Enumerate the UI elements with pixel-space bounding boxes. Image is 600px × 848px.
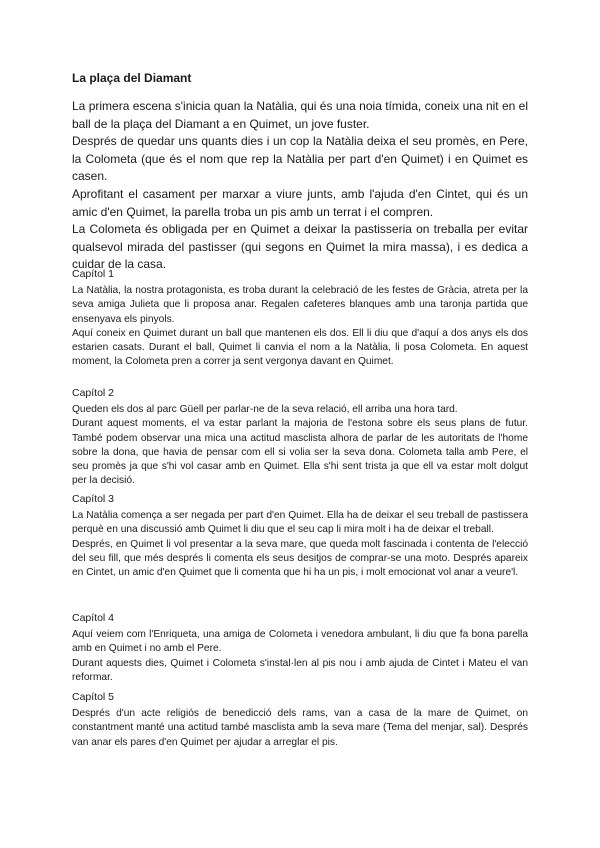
chapter-3-section bbox=[72, 493, 528, 580]
chapter-paragraph: Després d'un acte religiós de benedicció dels rams, van a casa de la mare de Quimet, on constantment manté una actitud també masclista amb la seva mare (Tema del menjar, sal). Després van anar els pares d'en Quimet per ajudar a arreglar el pis. bbox=[72, 708, 528, 748]
chapter-paragraph: La Natàlia, la nostra protagonista, es troba durant la celebració de les festes de Gràcia, atreta per la seva amiga Julieta que li proposa anar. Regalen cafeteres blanques amb una taronja partida que ensenyava els pinyols. bbox=[72, 285, 528, 325]
chapter-paragraph: La Natàlia comença a ser negada per part d'en Quimet. Ella ha de deixar el seu treball de pastissera perquè en una discussió amb Quimet li diu que el seu cap li mira molt i ha de deixar el treball. bbox=[72, 510, 528, 536]
chapter-2-section bbox=[72, 387, 528, 489]
intro-paragraph: Després de quedar uns quants dies i un cop la Natàlia deixa el seu promès, en Pere, la Colometa (que és el nom que rep la Natàlia per part d'en Quimet) i en Quimet es casen. bbox=[72, 134, 528, 184]
intro-paragraph: Aprofitant el casament per marxar a viure junts, amb l'ajuda d'en Cintet, qui és un amic d'en Quimet, la parella troba un pis amb un terrat i el compren. bbox=[72, 186, 528, 219]
document-title: La plaça del Diamant bbox=[72, 71, 192, 85]
chapter-4-section bbox=[72, 612, 528, 685]
chapter-paragraph: Queden els dos al parc Güell per parlar-ne de la seva relació, ell arriba una hora tard. bbox=[72, 404, 458, 415]
chapter-5-section bbox=[72, 691, 528, 750]
chapter-paragraph: Durant aquests dies, Quimet i Colometa s'instal·len al pis nou i amb ajuda de Cintet i Mateu el van reformar. bbox=[72, 657, 528, 683]
chapter-heading: Capítol 1 bbox=[72, 268, 115, 280]
chapter-paragraph: Aquí coneix en Quimet durant un ball que mantenen els dos. Ell li diu que d'aquí a dos anys els dos estarien casats. Durant el ball, Quimet li canvia el nom a la Natàlia, li posa Colometa. En aquest moment, la Colometa pren a correr ja sent vergonya davant en Quimet. bbox=[72, 327, 528, 368]
intro-paragraph: La primera escena s'inicia quan la Natàlia, qui és una noia tímida, coneix una nit en el ball de la plaça del Diamant a en Quimet, un jove fuster. bbox=[72, 99, 528, 131]
chapter-heading: Capítol 3 bbox=[72, 493, 115, 505]
chapter-heading: Capítol 2 bbox=[72, 387, 115, 399]
chapter-1-section bbox=[72, 268, 528, 370]
chapter-heading: Capítol 4 bbox=[72, 612, 115, 624]
intro-section bbox=[72, 98, 528, 274]
chapter-paragraph: Durant aquest moments, el va estar parlant la majoria de l'estona sobre els seus plans de futur. També podem observar una mica una actitud masclista alhora de parlar de les autoritats de l'home sobre la dona, que havia de pensar com ell si volia ser la seva dona. Colometa talla amb Pere, el seu promès ja que s'hi vol casar amb en Quimet. Ella s'hi sent trista ja que ell va estar molt dolgut per la decisió. bbox=[72, 418, 528, 487]
chapter-paragraph: Aquí veiem com l'Enriqueta, una amiga de Colometa i venedora ambulant, li diu que fa bona parella amb en Quimet i no amb el Pere. bbox=[72, 629, 528, 655]
chapter-heading: Capítol 5 bbox=[72, 691, 115, 703]
intro-paragraph: La Colometa és obligada per en Quimet a deixar la pastisseria on treballa per evitar qualsevol mirada del pastisser (qui segons en Quimet la mira massa), i es dedica a cuidar de la casa. bbox=[72, 222, 528, 272]
chapter-paragraph: Després, en Quimet li vol presentar a la seva mare, que queda molt fascinada i contenta de l'elecció del seu fill, que més després li comenta els seus desitjos de comprar-se una moto. Després apareix en Cintet, un amic d'en Quimet que li comenta que hi ha un pis, i molt emocionat vol anar a veure'l. bbox=[72, 538, 528, 579]
